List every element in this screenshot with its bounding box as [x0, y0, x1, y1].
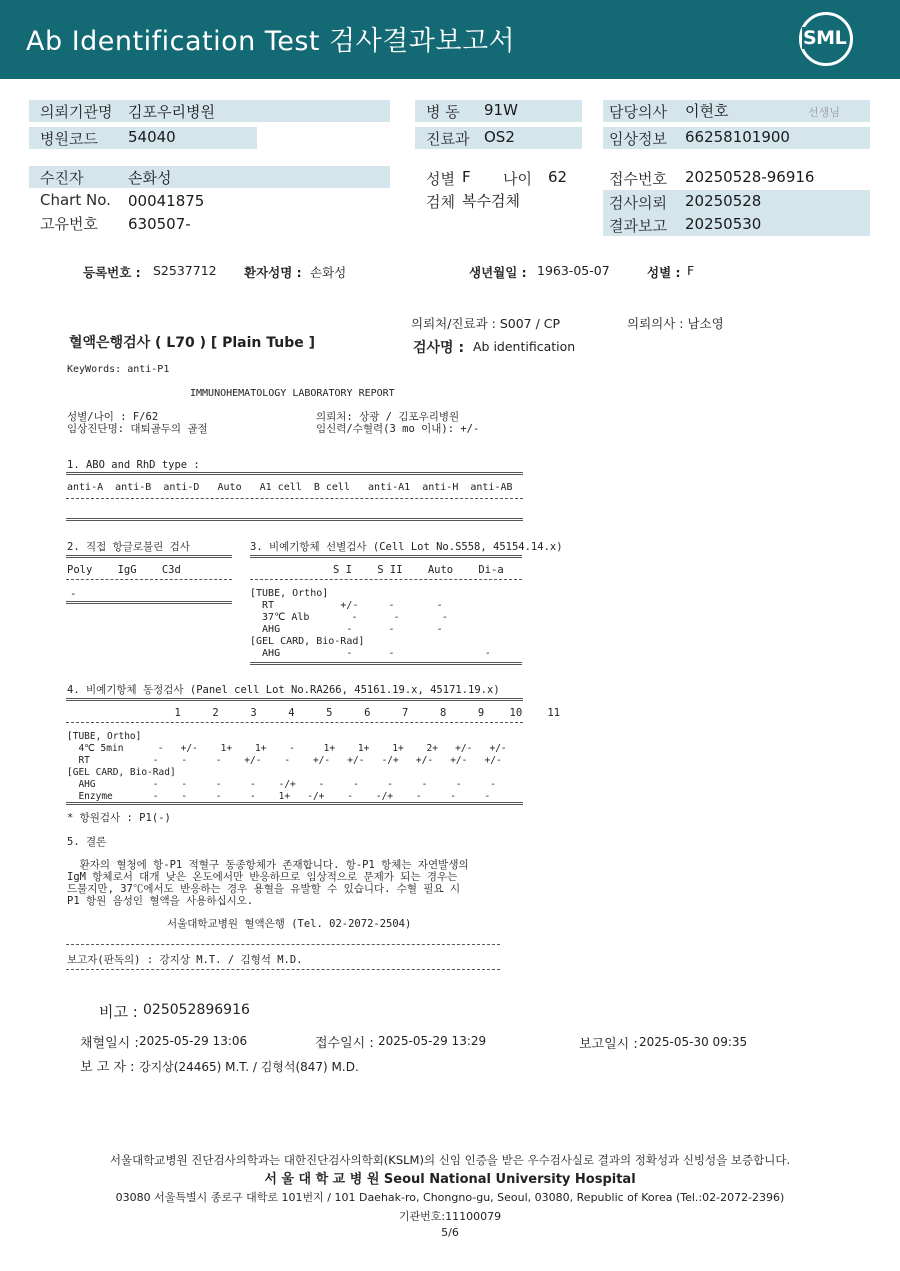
doctor-suffix: 선생님	[808, 106, 840, 119]
sex-value: F	[462, 168, 471, 186]
dob-value: 1963-05-07	[537, 263, 610, 278]
antigen-test: * 항원검사 : P1(-)	[67, 812, 171, 824]
sex-age: 성별/나이 : F/62	[67, 411, 159, 423]
ward-value: 91W	[484, 101, 518, 119]
panel-header: 1 2 3 4 5 6 7 8 9 10 11	[67, 707, 561, 719]
screen-row: [TUBE, Ortho]	[250, 588, 329, 599]
divider	[66, 579, 232, 580]
screen-row: 37℃ Alb - - -	[250, 612, 448, 623]
hospital-name: 서 울 대 학 교 병 원 Seoul National University Hospital	[264, 1172, 636, 1187]
collect-value: 2025-05-29 13:06	[139, 1034, 248, 1048]
clinical-value: 66258101900	[685, 128, 790, 146]
screen-row: [GEL CARD, Bio-Rad]	[250, 636, 365, 647]
divider	[66, 601, 232, 604]
conclusion-title: 5. 결론	[67, 836, 107, 848]
reporter-value: 강지상(24465) M.T. / 김형석(847) M.D.	[139, 1060, 359, 1074]
hospital-code-label: 병원코드	[40, 130, 98, 148]
uid-label: 고유번호	[40, 215, 98, 233]
receive-label: 접수일시 :	[315, 1036, 374, 1051]
collect-label: 채혈일시 :	[80, 1036, 139, 1051]
sex-label: 성별	[426, 170, 455, 188]
divider	[66, 802, 523, 805]
keywords: KeyWords: anti-P1	[67, 364, 170, 375]
header-band	[0, 0, 900, 79]
patient-name-label: 환자성명 :	[244, 265, 302, 280]
report-title: Ab Identification Test 검사결과보고서	[26, 26, 516, 57]
divider	[66, 944, 500, 945]
screen-row: RT +/- - -	[250, 600, 443, 611]
request-label: 검사의뢰	[609, 194, 667, 212]
report-time-label: 보고일시 :	[579, 1037, 638, 1052]
divider	[250, 579, 522, 580]
divider	[66, 969, 500, 970]
dat-title: 2. 직접 항글로불린 검사	[67, 541, 190, 553]
screen-row: AHG - - -	[250, 648, 491, 659]
receipt-label: 접수번호	[609, 170, 667, 188]
abo-headers: anti-A anti-B anti-D Auto A1 cell B cell anti-A1 anti-H anti-AB	[67, 482, 513, 493]
pregnancy-transfusion: 임신력/수혈력(3 mo 이내): +/-	[316, 423, 480, 435]
conclusion-line: IgM 항체로서 대개 낮은 온도에서만 반응하므로 임상적으로 문제가 되는 경우는	[67, 871, 458, 883]
certification-text: 서울대학교병원 진단검사의학과는 대한진단검사의학회(KSLM)의 신임 인증을 받은 우수검사실로 결과의 정확성과 신빙성을 보증합니다.	[109, 1153, 791, 1167]
report-time-value: 2025-05-30 09:35	[639, 1035, 748, 1049]
exam-name-label: 검사명 :	[413, 340, 465, 356]
chart-label: Chart No.	[40, 191, 111, 209]
conclusion-line: 드물지만, 37℃에서도 반응하는 경우 용혈을 유발할 수 있습니다. 수혈 필요 시	[67, 883, 461, 895]
receipt-value: 20250528-96916	[685, 168, 815, 186]
specimen-label: 검체	[426, 193, 455, 211]
institution-value: 김포우리병원	[128, 103, 215, 121]
panel-title: 4. 비예기항체 동정검사 (Panel cell Lot No.RA266, 45161.19.x, 45171.19.x)	[67, 684, 500, 696]
page-number: 5/6	[441, 1226, 459, 1239]
divider	[66, 472, 523, 475]
institution-label: 의뢰기관명	[40, 103, 113, 121]
divider	[250, 555, 522, 558]
divider	[250, 662, 522, 665]
patient-sex-value: F	[687, 263, 695, 278]
age-value: 62	[548, 168, 568, 186]
screen-headers: S I S II Auto Di-a	[333, 564, 504, 576]
referring-doctor: 의뢰의사 : 남소영	[627, 316, 724, 331]
registration-label: 등록번호 :	[83, 265, 141, 280]
doctor-value: 이현호	[685, 102, 729, 120]
note-label: 비고 :	[99, 1003, 138, 1021]
dat-value: -	[70, 588, 77, 600]
patient-sex-label: 성별 :	[647, 265, 681, 280]
ward-label: 병 동	[426, 103, 460, 121]
hospital-code-value: 54040	[128, 128, 176, 146]
patient-value: 손화성	[128, 169, 172, 187]
receive-value: 2025-05-29 13:29	[378, 1034, 487, 1048]
screen-title: 3. 비예기항체 선별검사 (Cell Lot No.S558, 45154.14.x)	[250, 541, 563, 553]
panel-row: [TUBE, Ortho]	[67, 731, 142, 742]
dept-value: OS2	[484, 128, 515, 146]
reporter-label: 보 고 자 :	[80, 1060, 135, 1075]
divider	[66, 555, 232, 558]
referrer: 의뢰처: 상광 / 김포우리병원	[316, 411, 460, 423]
divider	[66, 498, 523, 499]
uid-value: 630507-	[128, 215, 191, 233]
dob-label: 생년월일 :	[469, 265, 527, 280]
result-label: 결과보고	[609, 217, 667, 235]
report-reporter: 보고자(판독의) : 강지상 M.T. / 김형석 M.D.	[67, 954, 303, 966]
chart-value: 00041875	[128, 192, 205, 210]
screen-results	[250, 588, 522, 662]
diagnosis: 임상진단명: 대퇴골두의 골절	[67, 423, 208, 435]
doctor-label: 담당의사	[609, 103, 667, 121]
blood-bank: 서울대학교병원 혈액은행 (Tel. 02-2072-2504)	[167, 918, 412, 930]
registration-value: S2537712	[153, 263, 217, 278]
panel-row: Enzyme - - - - 1+ -/+ - -/+ - - -	[67, 791, 491, 802]
dept-label: 진료과	[426, 130, 470, 148]
exam-name-value: Ab identification	[473, 339, 576, 354]
org-number: 기관번호:11100079	[398, 1210, 502, 1223]
panel-row: RT - - - +/- - +/- +/- -/+ +/- +/- +/-	[67, 755, 502, 766]
note-value: 025052896916	[143, 1002, 250, 1018]
panel-row: AHG - - - - -/+ - - - - - -	[67, 779, 496, 790]
hospital-address: 03080 서울특별시 종로구 대학로 101번지 / 101 Daehak-ro, Chongno-gu, Seoul, 03080, Republic of Korea (Tel.:02-2072-2396)	[115, 1191, 785, 1204]
conclusion-line: P1 항원 음성인 혈액을 사용하십시오.	[67, 895, 254, 907]
conclusion-line: 환자의 혈청에 항-P1 적혈구 동종항체가 존재합니다. 항-P1 항체는 자연발생의	[67, 859, 469, 871]
referring-dept: 의뢰처/진료과 : S007 / CP	[411, 316, 561, 331]
lab-report-title: IMMUNOHEMATOLOGY LABORATORY REPORT	[190, 388, 395, 399]
specimen-value: 복수검체	[462, 192, 520, 210]
clinical-label: 임상정보	[609, 130, 667, 148]
abo-title: 1. ABO and RhD type :	[67, 459, 200, 471]
exam-category: 혈액은행검사 ( L70 ) [ Plain Tube ]	[69, 335, 316, 351]
dat-headers: Poly IgG C3d	[67, 564, 181, 576]
sml-logo-icon: SML	[799, 12, 853, 66]
age-label: 나이	[503, 170, 532, 188]
request-value: 20250528	[685, 192, 762, 210]
divider	[66, 698, 523, 701]
patient-label: 수진자	[40, 169, 84, 187]
divider	[66, 722, 523, 723]
divider	[66, 518, 523, 521]
screen-row: AHG - - -	[250, 624, 443, 635]
panel-row: [GEL CARD, Bio-Rad]	[67, 767, 176, 778]
result-value: 20250530	[685, 215, 762, 233]
panel-row: 4℃ 5min - +/- 1+ 1+ - 1+ 1+ 1+ 2+ +/- +/-	[67, 743, 507, 754]
panel-results	[67, 731, 523, 803]
conclusion-text	[67, 859, 523, 909]
patient-name-value: 손화성	[310, 265, 347, 280]
